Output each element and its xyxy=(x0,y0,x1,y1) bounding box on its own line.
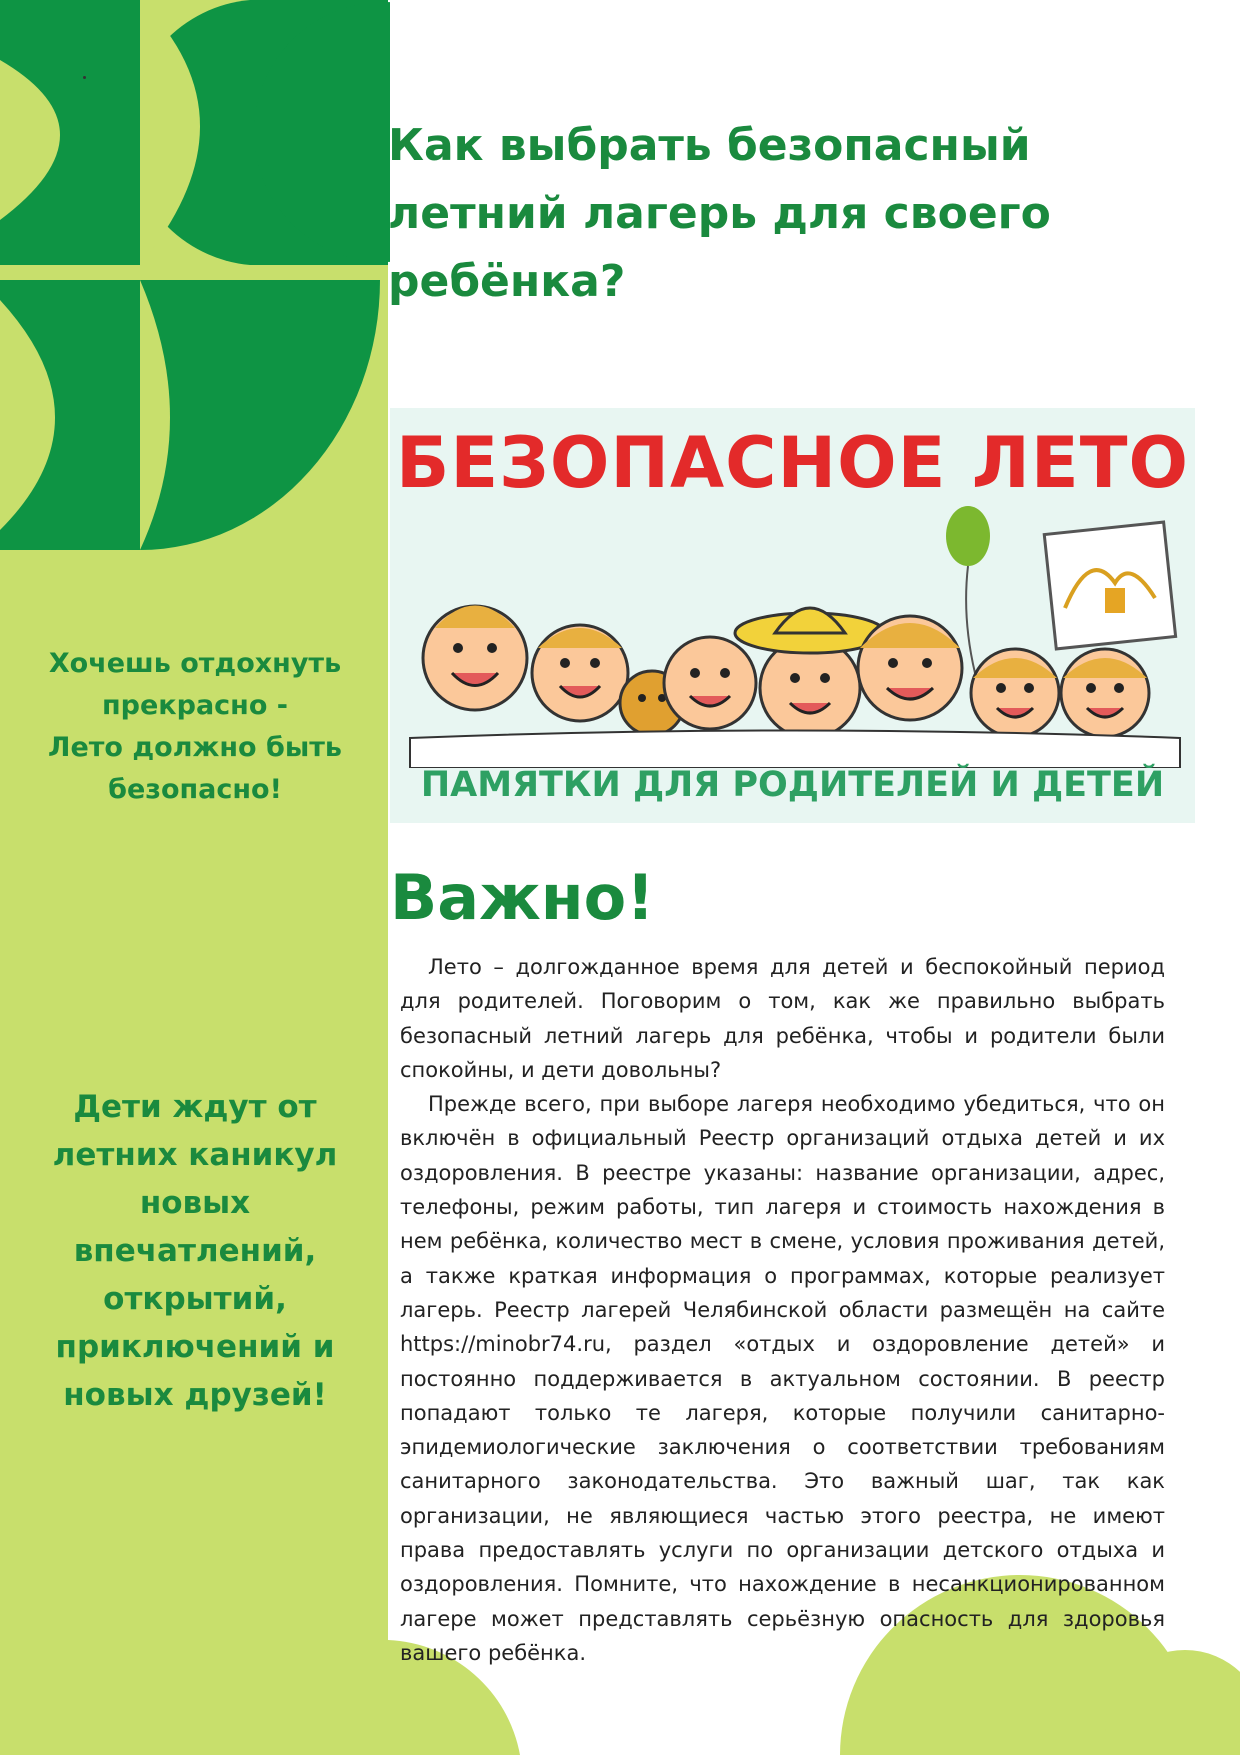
sidebar-kids-wait-text: Дети ждут от летних каникул новых впечатлений, открытий, приключений и новых друзей! xyxy=(52,1089,338,1413)
article-paragraph: Лето – долгожданное время для детей и беспокойный период для родителей. Поговорим о том, как же правильно выбрать безопасный летний лагерь для ребёнка, чтобы и родители были спокойны, и дети довольны? xyxy=(400,955,1165,1082)
article-body xyxy=(400,950,1165,1670)
sidebar-kids-wait xyxy=(20,1083,370,1419)
kid-face-icon xyxy=(1061,649,1149,737)
kid-face-icon xyxy=(971,649,1059,737)
deco-quarter xyxy=(140,280,380,550)
decorative-dot xyxy=(83,76,86,79)
page-title: Как выбрать безопасный летний лагерь для своего ребёнка? xyxy=(388,120,1051,307)
sidebar-slogan-text: Хочешь отдохнуть прекрасно - Лето должно быть безопасно! xyxy=(48,648,342,805)
balloon-icon xyxy=(946,506,990,566)
kid-face-icon xyxy=(664,637,756,729)
kid-face-icon xyxy=(532,625,628,721)
banner-title: БЕЗОПАСНОЕ ЛЕТО xyxy=(395,422,1190,504)
banner-subtitle: ПАМЯТКИ ДЛЯ РОДИТЕЛЕЙ И ДЕТЕЙ xyxy=(420,765,1165,805)
sign-icon xyxy=(1044,522,1175,649)
sidebar-slogan xyxy=(20,643,370,811)
important-heading: Важно! xyxy=(390,861,655,934)
banner-image xyxy=(390,408,1195,823)
article-paragraph: Прежде всего, при выборе лагеря необходимо убедиться, что он включён в официальный Реестр организаций отдыха детей и их оздоровления. В реестре указаны: название организации, адрес, телефоны, режим работы, тип лагеря и стоимость нахождения в нем ребёнка, количество мест в смене, условия проживания детей, а также краткая информация о программах, которые реализует лагерь. Реестр лагерей Челябинской области размещён на сайте https://minobr74.ru, раздел «отдых и оздоровление детей» и постоянно поддерживается в актуальном состоянии. В реестр попадают только те лагеря, которые получили санитарно-эпидемиологические заключения о соответствии требованиям санитарного законодательства. Это важный шаг, так как организации, не являющиеся частью этого реестра, не имеют права предоставлять услуги по организации детского отдыха и оздоровления. Помните, что нахождение в несанкционированном лагере может представлять серьёзную опасность для здоровья вашего ребёнка. xyxy=(400,1092,1165,1665)
decorative-shapes xyxy=(0,0,390,560)
kid-face-icon xyxy=(858,616,962,720)
kids-illustration xyxy=(390,498,1195,768)
kid-face-icon xyxy=(423,606,527,711)
